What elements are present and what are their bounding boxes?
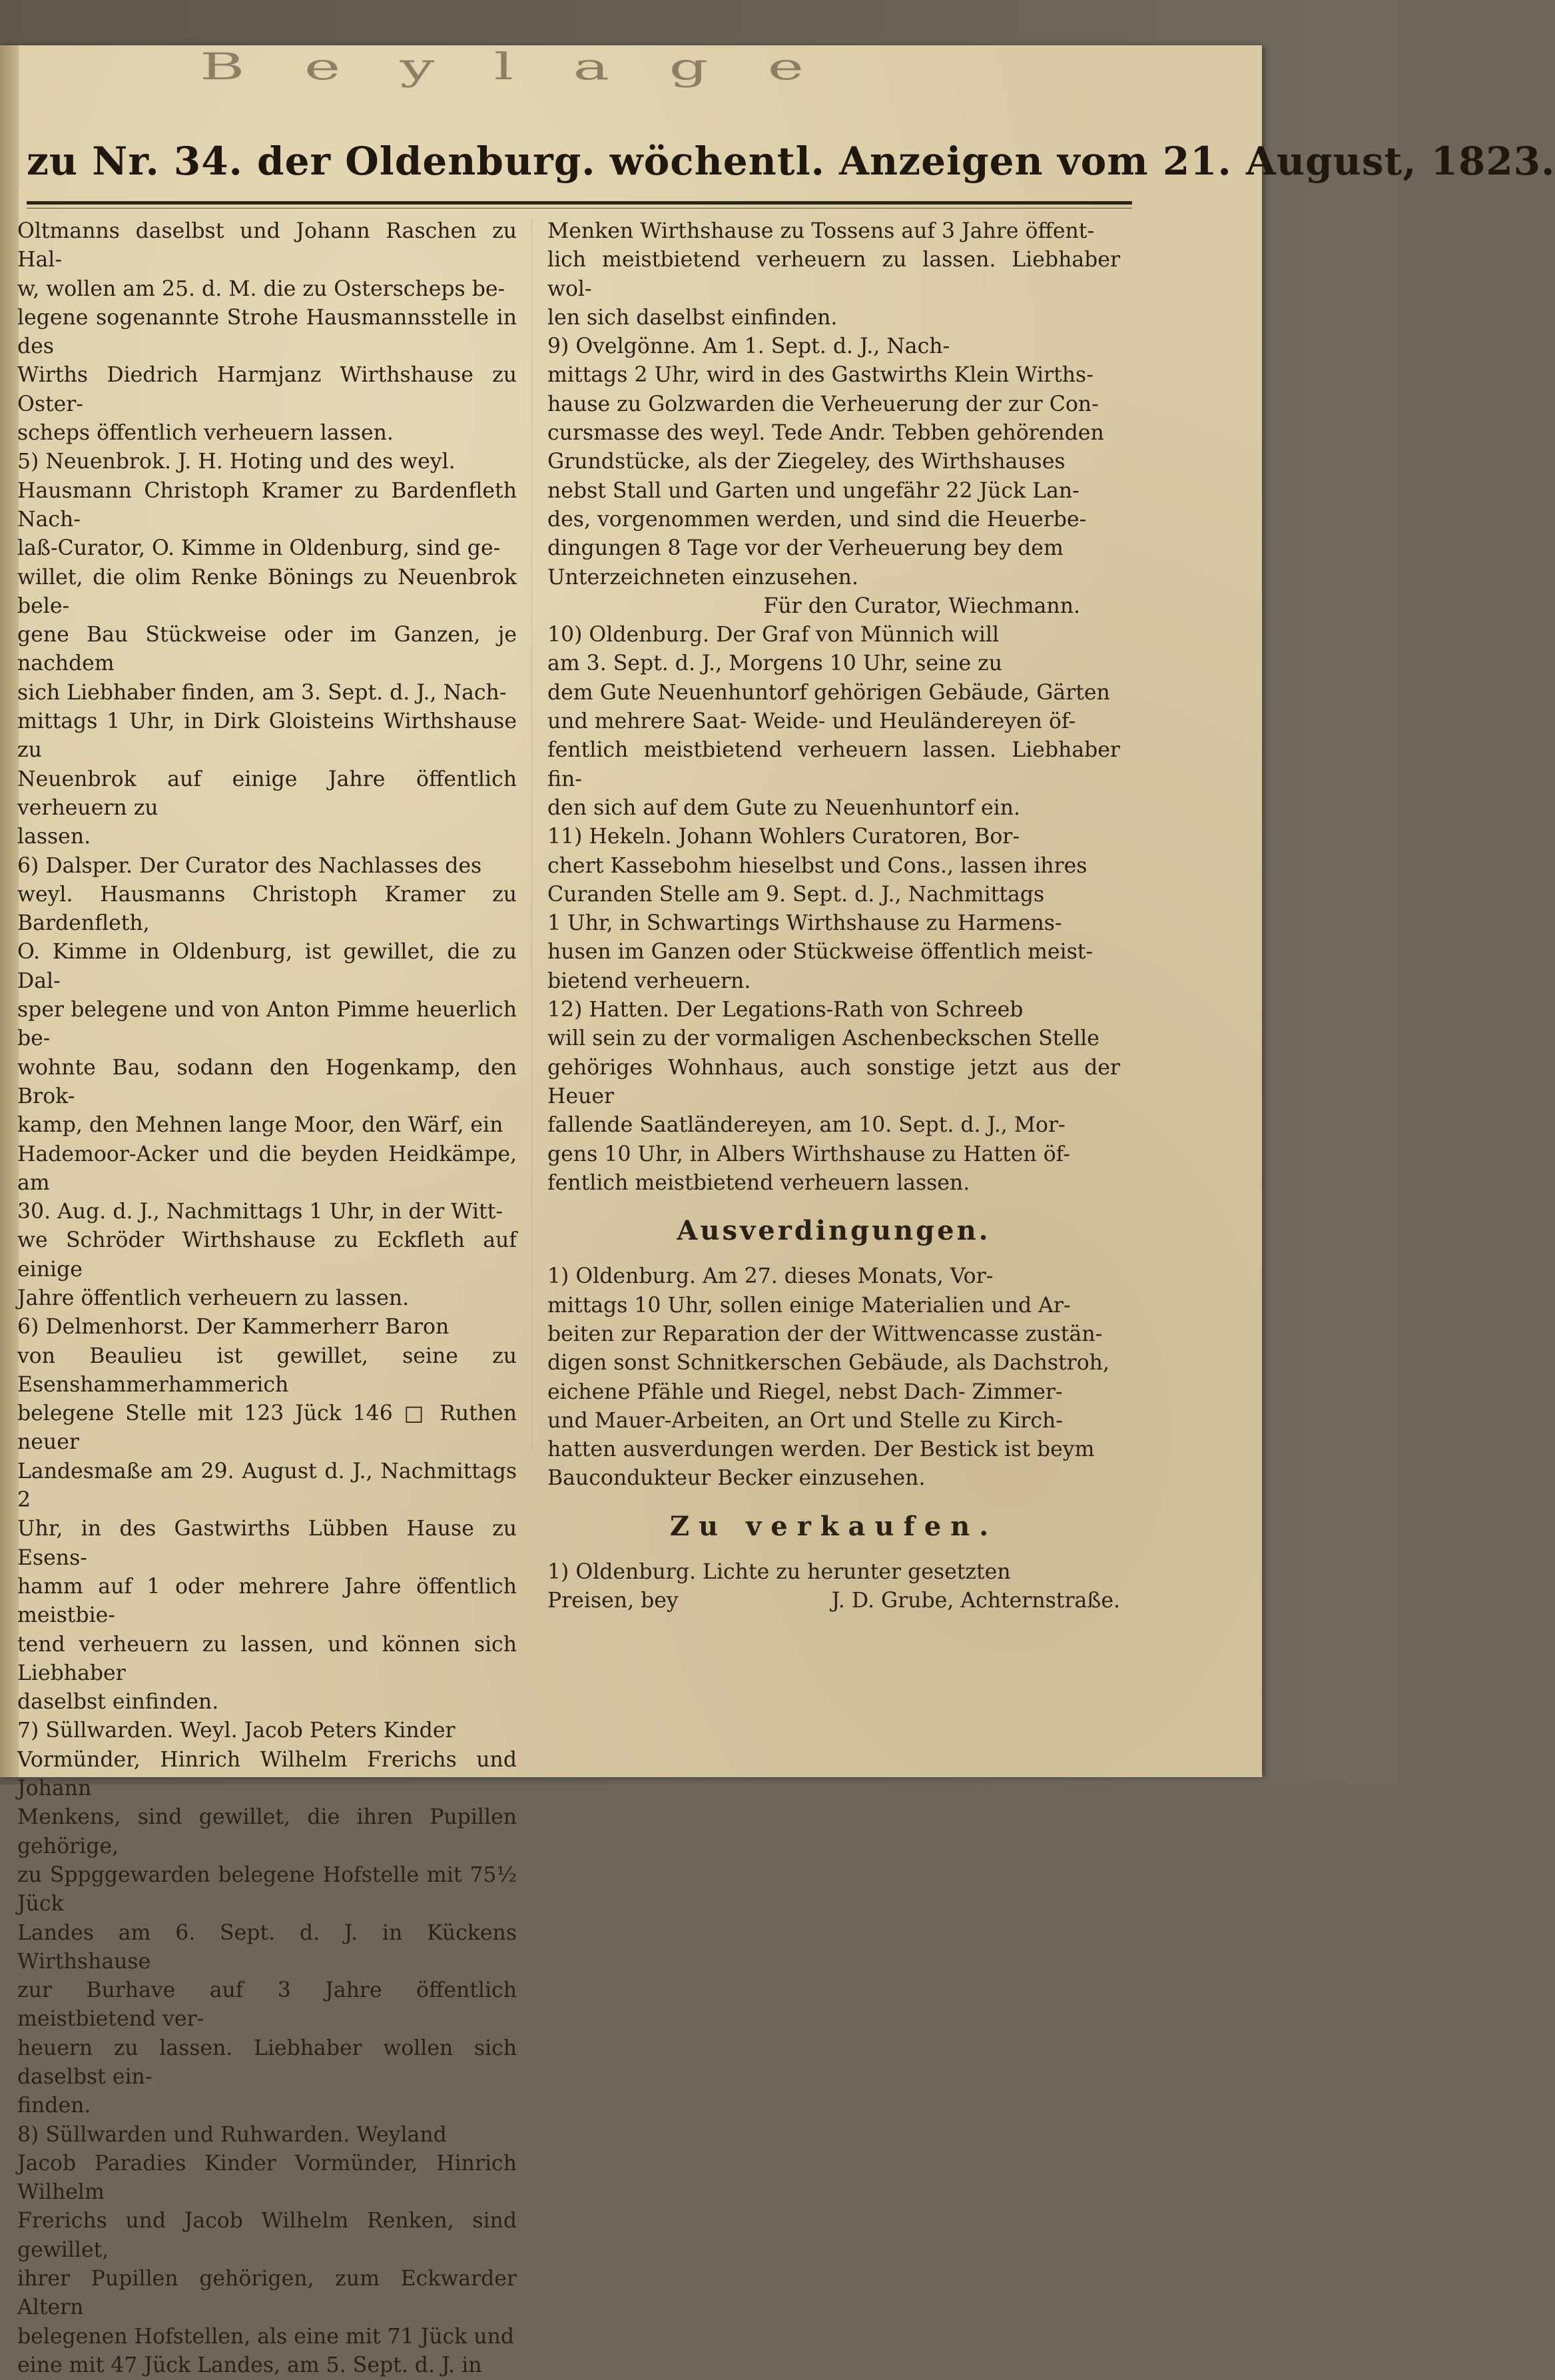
text-line: Uhr, in des Gastwirths Lübben Hause zu Esens-	[17, 1517, 517, 1570]
text-line: fentlich meistbietend verheuern lassen.	[547, 1170, 970, 1195]
text-line: mittags 2 Uhr, wird in des Gastwirths Klein Wirths-	[547, 363, 1093, 388]
text-line: 12) Hatten. Der Legations-Rath von Schreeb	[547, 998, 1024, 1022]
text-line: 1 Uhr, in Schwartings Wirthshause zu Harmens-	[547, 911, 1062, 936]
text-line: hause zu Golzwarden die Verheuerung der zur Con-	[547, 392, 1099, 416]
text-line: Landesmaße am 29. August d. J., Nachmittags 2	[17, 1459, 517, 1513]
text-line: zur Burhave auf 3 Jahre öffentlich meistbietend ver-	[17, 1978, 517, 2032]
text-line: belegene Stelle mit 123 Jück 146 □ Ruthen neuer	[17, 1401, 517, 1455]
text-line: O. Kimme in Oldenburg, ist gewillet, die zu Dal-	[17, 940, 517, 993]
text-line: Hausmann Christoph Kramer zu Bardenfleth Nach-	[17, 478, 517, 532]
text-line: fallende Saatländereyen, am 10. Sept. d. J., Mor-	[547, 1113, 1066, 1138]
final-line-left: Preisen, bey	[547, 1589, 679, 1613]
text-line: belegenen Hofstellen, als eine mit 71 Jück und	[17, 2324, 515, 2349]
text-line: chert Kassebohm hieselbst und Cons., lassen ihres	[547, 853, 1088, 878]
text-line: gens 10 Uhr, in Albers Wirthshause zu Hatten öf-	[547, 1142, 1070, 1166]
text-line: finden.	[17, 2094, 91, 2118]
text-line: 1) Oldenburg. Am 27. dieses Monats, Vor-	[547, 1264, 994, 1289]
text-line: dem Gute Neuenhuntorf gehörigen Gebäude, Gärten	[547, 680, 1110, 705]
text-line: Neuenbrok auf einige Jahre öffentlich verheuern zu	[17, 767, 517, 820]
text-line: Menkens, sind gewillet, die ihren Pupillen gehörige,	[17, 1805, 517, 1858]
text-line: hamm auf 1 oder mehrere Jahre öffentlich meistbie-	[17, 1574, 517, 1628]
text-line: den sich auf dem Gute zu Neuenhuntorf ein.	[547, 795, 1021, 820]
text-line: eine mit 47 Jück Landes, am 5. Sept. d. J. in	[17, 2353, 482, 2377]
text-line: Grundstücke, als der Ziegeley, des Wirthshauses	[547, 450, 1066, 474]
text-line: Jacob Paradies Kinder Vormünder, Hinrich Wilhelm	[17, 2151, 517, 2205]
text-line: willet, die olim Renke Bönings zu Neuenbrok bele-	[17, 565, 517, 618]
text-line: ihrer Pupillen gehörigen, zum Eckwarder Altern	[17, 2267, 517, 2320]
text-line: digen sonst Schnitkerschen Gebäude, als Dachstroh,	[547, 1351, 1109, 1376]
text-line: 9) Ovelgönne. Am 1. Sept. d. J., Nach-	[547, 334, 950, 359]
text-line: mittags 10 Uhr, sollen einige Materialien und Ar-	[547, 1293, 1071, 1318]
text-line: eichene Pfähle und Riegel, nebst Dach- Zimmer-	[547, 1380, 1063, 1404]
text-line: Unterzeichneten einzusehen.	[547, 565, 858, 590]
text-line: we Schröder Wirthshause zu Eckfleth auf einige	[17, 1228, 517, 1282]
text-line: des, vorgenommen werden, und sind die Heuerbe-	[547, 507, 1087, 532]
text-line: w, wollen am 25. d. M. die zu Osterscheps be-	[17, 276, 505, 301]
text-line: husen im Ganzen oder Stückweise öffentlich meist-	[547, 940, 1093, 965]
text-line: mittags 1 Uhr, in Dirk Gloisteins Wirthshause zu	[17, 709, 517, 763]
text-line: nebst Stall und Garten und ungefähr 22 Jück Lan-	[547, 478, 1080, 503]
column-divider	[531, 218, 532, 1451]
page-spine-edge	[0, 45, 19, 1777]
text-line: Wirths Diedrich Harmjanz Wirthshause zu Oster-	[17, 363, 517, 416]
text-line: Baucondukteur Becker einzusehen.	[547, 1466, 926, 1491]
text-line: laß-Curator, O. Kimme in Oldenburg, sind ge-	[17, 536, 501, 561]
text-line: und mehrere Saat- Weide- und Heuländereyen öf-	[547, 709, 1076, 734]
text-line: beiten zur Reparation der der Wittwencasse zustän-	[547, 1322, 1103, 1346]
text-line: 6) Delmenhorst. Der Kammerherr Baron	[17, 1315, 450, 1340]
text-line: will sein zu der vormaligen Aschenbeckschen Stelle	[547, 1026, 1099, 1051]
text-line: 7) Süllwarden. Weyl. Jacob Peters Kinder	[17, 1719, 456, 1743]
text-line: und Mauer-Arbeiten, an Ort und Stelle zu Kirch-	[547, 1408, 1063, 1433]
page-heading: zu Nr. 34. der Oldenburg. wöchentl. Anzeigen vom 21. August, 1823.	[27, 139, 1555, 184]
text-line: 30. Aug. d. J., Nachmittags 1 Uhr, in der Witt-	[17, 1200, 503, 1224]
right-column	[547, 217, 1120, 1616]
text-line: sich Liebhaber finden, am 3. Sept. d. J., Nach-	[17, 680, 507, 705]
text-line: Oltmanns daselbst und Johann Raschen zu Hal-	[17, 219, 517, 272]
text-line: bietend verheuern.	[547, 969, 751, 993]
text-line: Hademoor-Acker und die beyden Heidkämpe, am	[17, 1142, 517, 1195]
text-line: Curanden Stelle am 9. Sept. d. J., Nachmittags	[547, 882, 1045, 907]
text-line: gene Bau Stückweise oder im Ganzen, je nachdem	[17, 623, 517, 676]
text-line: 6) Dalsper. Der Curator des Nachlasses des	[17, 853, 482, 878]
text-line: 5) Neuenbrok. J. H. Hoting und des weyl.	[17, 450, 456, 474]
text-line: tend verheuern zu lassen, und können sich Liebhaber	[17, 1632, 517, 1685]
text-line: hatten ausverdungen werden. Der Bestick ist beym	[547, 1437, 1095, 1462]
text-line: 8) Süllwarden und Ruhwarden. Weyland	[17, 2122, 447, 2147]
masthead-cropped-decoration: B e y l a g e	[200, 45, 824, 89]
text-line: weyl. Hausmanns Christoph Kramer zu Bardenfleth,	[17, 882, 517, 936]
left-column	[17, 217, 517, 2380]
text-line: 11) Hekeln. Johann Wohlers Curatoren, Bor-	[547, 825, 1020, 849]
text-line: Vormünder, Hinrich Wilhelm Frerichs und Johann	[17, 1747, 517, 1801]
final-line	[547, 1587, 1120, 1615]
section-title-ausverdingungen: Ausverdingungen.	[677, 1215, 991, 1247]
text-line: kamp, den Mehnen lange Moor, den Wärf, ein	[17, 1113, 503, 1138]
signature-line: Für den Curator, Wiechmann.	[763, 594, 1080, 618]
text-line: 1) Oldenburg. Lichte zu herunter gesetzten	[547, 1560, 1011, 1585]
text-line: lich meistbietend verheuern zu lassen. Liebhaber wol-	[547, 248, 1120, 301]
text-line: cursmasse des weyl. Tede Andr. Tebben gehörenden	[547, 421, 1104, 446]
newspaper-page	[0, 45, 1555, 2377]
text-line: Frerichs und Jacob Wilhelm Renken, sind gewillet,	[17, 2209, 517, 2262]
text-line: legene sogenannte Strohe Hausmannsstelle in des	[17, 305, 517, 359]
text-line: fentlich meistbietend verheuern lassen. Liebhaber fin-	[547, 738, 1120, 791]
heading-rule	[27, 201, 1132, 204]
final-line-right: J. D. Grube, Achternstraße.	[831, 1589, 1120, 1613]
text-line: Menken Wirthshause zu Tossens auf 3 Jahre öffent-	[547, 219, 1095, 243]
text-line: dingungen 8 Tage vor der Verheuerung bey dem	[547, 536, 1064, 561]
text-line: Landes am 6. Sept. d. J. in Kückens Wirthshause	[17, 1920, 517, 1974]
text-line: len sich daselbst einfinden.	[547, 305, 838, 330]
text-line: Jahre öffentlich verheuern zu lassen.	[17, 1286, 410, 1310]
text-line: von Beaulieu ist gewillet, seine zu Esenshammerhammerich	[17, 1344, 517, 1397]
text-line: 10) Oldenburg. Der Graf von Münnich will	[547, 623, 1000, 647]
text-line: gehöriges Wohnhaus, auch sonstige jetzt aus der Heuer	[547, 1055, 1120, 1108]
text-line: wohnte Bau, sodann den Hogenkamp, den Brok-	[17, 1055, 517, 1108]
text-line: scheps öffentlich verheuern lassen.	[17, 421, 394, 446]
text-line: zu Sppggewarden belegene Hofstelle mit 75½ Jück	[17, 1862, 517, 1916]
text-line: daselbst einfinden.	[17, 1690, 219, 1715]
text-line: sper belegene und von Anton Pimme heuerlich be-	[17, 998, 517, 1051]
text-line: heuern zu lassen. Liebhaber wollen sich daselbst ein-	[17, 2036, 517, 2089]
text-line: am 3. Sept. d. J., Morgens 10 Uhr, seine zu	[547, 651, 1003, 676]
section-title-zu-verkaufen: Zu verkaufen.	[669, 1510, 998, 1542]
text-line: lassen.	[17, 825, 91, 849]
